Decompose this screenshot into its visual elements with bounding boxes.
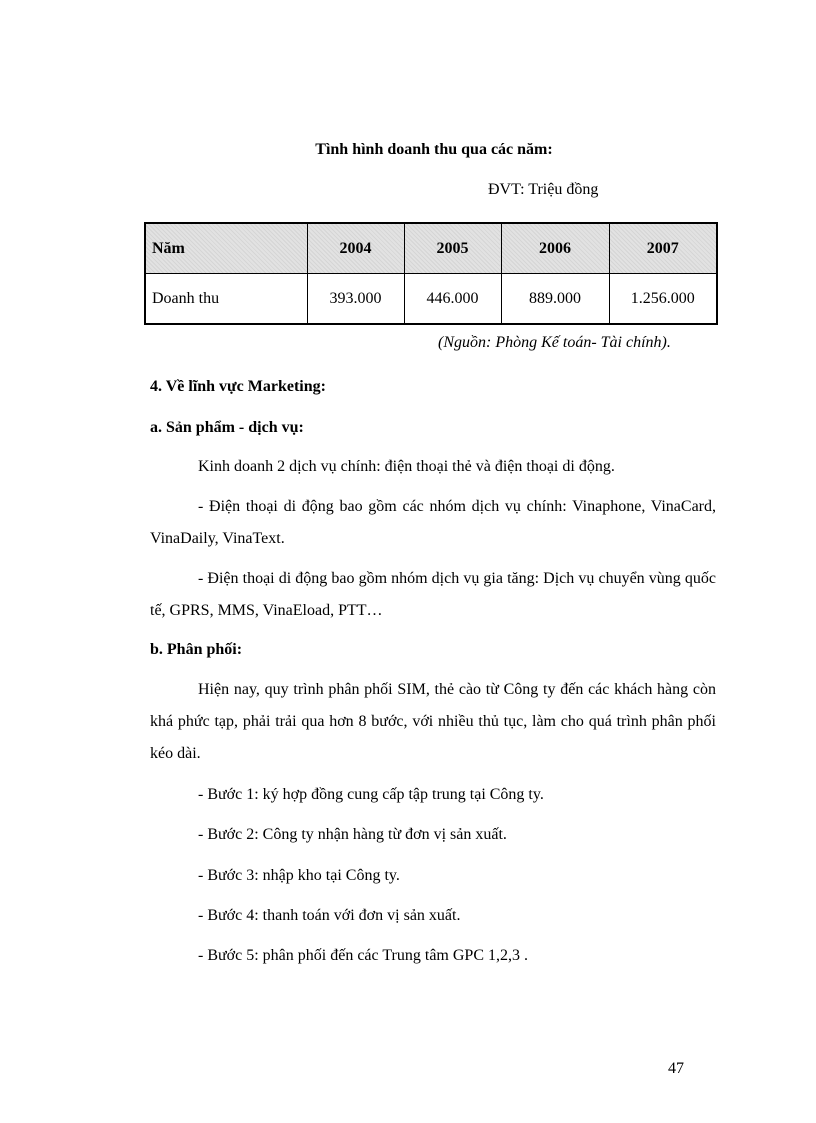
source-note: (Nguồn: Phòng Kế toán- Tài chính). xyxy=(438,334,671,351)
paragraph-services: Kinh doanh 2 dịch vụ chính: điện thoại thẻ và điện thoại di động. xyxy=(198,458,615,475)
subsection-b-heading: b. Phân phối: xyxy=(150,641,243,658)
paragraph-mobile-value-added: - Điện thoại di động bao gồm nhóm dịch vụ gia tăng: Dịch vụ chuyển vùng quốc tế, GPRS, MMS, VinaEload, PTT… xyxy=(150,570,716,619)
table-title: Tình hình doanh thu qua các năm: xyxy=(315,141,553,158)
subsection-a-heading: a. Sản phẩm - dịch vụ: xyxy=(150,419,304,436)
unit-label: ĐVT: Triệu đồng xyxy=(488,181,599,198)
cell-revenue-2005: 446.000 xyxy=(404,274,501,325)
section-4-heading: 4. Về lĩnh vực Marketing: xyxy=(150,378,326,395)
cell-revenue-2007: 1.256.000 xyxy=(609,274,717,325)
row-label-revenue: Doanh thu xyxy=(145,274,307,325)
page-number: 47 xyxy=(668,1060,684,1077)
cell-revenue-2004: 393.000 xyxy=(307,274,404,325)
cell-revenue-2006: 889.000 xyxy=(501,274,609,325)
step-3: - Bước 3: nhập kho tại Công ty. xyxy=(198,867,400,884)
header-cell-year-label: Năm xyxy=(145,223,307,274)
paragraph-mobile-main-services: - Điện thoại di động bao gồm các nhóm dịch vụ chính: Vinaphone, VinaCard, VinaDaily, VinaText. xyxy=(150,498,716,547)
step-2: - Bước 2: Công ty nhận hàng từ đơn vị sản xuất. xyxy=(198,826,507,843)
table-header-row xyxy=(145,223,717,274)
revenue-table xyxy=(144,222,718,325)
step-5: - Bước 5: phân phối đến các Trung tâm GPC 1,2,3 . xyxy=(198,947,528,964)
table-row xyxy=(145,274,717,325)
header-cell-2007: 2007 xyxy=(609,223,717,274)
paragraph-distribution-intro: Hiện nay, quy trình phân phối SIM, thẻ cào từ Công ty đến các khách hàng còn khá phức tạp, phải trải qua hơn 8 bước, với nhiều thủ tục, làm cho quá trình phân phối kéo dài. xyxy=(150,681,716,762)
step-4: - Bước 4: thanh toán với đơn vị sản xuất. xyxy=(198,907,461,924)
step-1: - Bước 1: ký hợp đồng cung cấp tập trung tại Công ty. xyxy=(198,786,544,803)
header-cell-2005: 2005 xyxy=(404,223,501,274)
header-cell-2004: 2004 xyxy=(307,223,404,274)
header-cell-2006: 2006 xyxy=(501,223,609,274)
